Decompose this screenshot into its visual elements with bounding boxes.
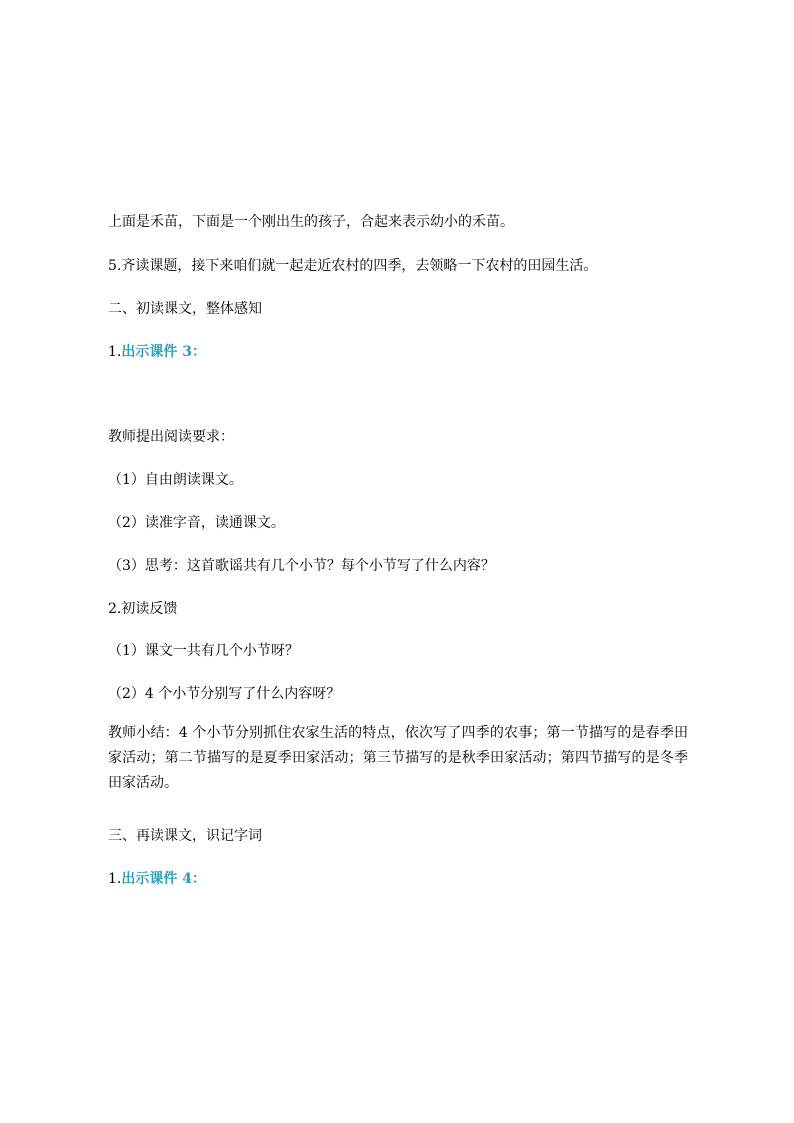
section-heading-first-reading: 二、初读课文，整体感知 [108, 301, 262, 317]
courseware-label: 出示课件 3： [121, 344, 206, 360]
courseware-label: 出示课件 4： [121, 871, 206, 887]
courseware-item-3 [108, 342, 206, 362]
item-number: 1. [108, 871, 122, 887]
question-2: （2）4 个小节分别写了什么内容呀？ [108, 686, 341, 702]
section-heading-second-reading: 三、再读课文，识记字词 [108, 828, 262, 844]
paragraph-teacher-summary: 教师小结：4 个小节分别抓住农家生活的特点，依次写了四季的农事；第一节描写的是春季田家活动；第二节描写的是夏季田家活动；第三节描写的是秋季田家活动；第四节描写的是冬季田家活动。 [108, 725, 688, 791]
courseware-item-4 [108, 869, 206, 889]
paragraph-reading-feedback: 2.初读反馈 [108, 601, 178, 617]
paragraph-read-title: 5.齐读课题，接下来咱们就一起走近农村的四季，去领略一下农村的田园生活。 [108, 258, 598, 274]
requirement-3: （3）思考：这首歌谣共有几个小节？每个小节写了什么内容？ [108, 558, 495, 574]
requirement-1: （1）自由朗读课文。 [108, 472, 243, 488]
item-number: 1. [108, 344, 122, 360]
paragraph-seedling-explanation: 上面是禾苗，下面是一个刚出生的孩子，合起来表示幼小的禾苗。 [108, 214, 514, 230]
question-1: （1）课文一共有几个小节呀？ [108, 643, 299, 659]
requirement-2: （2）读准字音，读通课文。 [108, 515, 285, 531]
paragraph-teacher-requirements: 教师提出阅读要求： [108, 429, 234, 445]
